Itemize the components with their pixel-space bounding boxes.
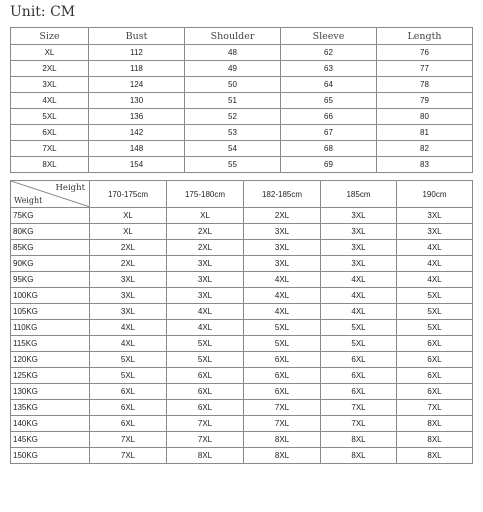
table-row xyxy=(11,61,473,77)
size-cell: 2XL xyxy=(90,240,167,256)
size-cell: 3XL xyxy=(90,288,167,304)
table-cell: 67 xyxy=(281,125,377,141)
size-cell: 6XL xyxy=(244,352,321,368)
table-row xyxy=(11,224,473,240)
table-row xyxy=(11,125,473,141)
size-cell: 3XL xyxy=(244,256,321,272)
table-cell: 54 xyxy=(185,141,281,157)
size-cell: 8XL xyxy=(321,448,397,464)
size-cell: 6XL xyxy=(321,368,397,384)
size-cell: 5XL xyxy=(90,352,167,368)
table-cell: 65 xyxy=(281,93,377,109)
size-cell: 3XL xyxy=(244,224,321,240)
size-cell: 5XL xyxy=(397,320,473,336)
size-cell: 2XL xyxy=(167,240,244,256)
size-cell: 5XL xyxy=(90,368,167,384)
size-cell: 6XL xyxy=(397,368,473,384)
weight-cell: 130KG xyxy=(11,384,90,400)
table-row xyxy=(11,288,473,304)
size-cell: 6XL xyxy=(321,352,397,368)
size-cell: 2XL xyxy=(244,208,321,224)
size-cell: 3XL xyxy=(321,256,397,272)
table-cell: 69 xyxy=(281,157,377,173)
size-cell: 4XL xyxy=(397,240,473,256)
size-cell: 4XL xyxy=(397,272,473,288)
size-cell: 3XL xyxy=(397,208,473,224)
size-cell: 7XL xyxy=(244,400,321,416)
table-cell: 136 xyxy=(89,109,185,125)
size-cell: 4XL xyxy=(244,304,321,320)
size-cell: 7XL xyxy=(321,400,397,416)
size-cell: 8XL xyxy=(167,448,244,464)
table-row xyxy=(11,240,473,256)
unit-label: Unit: CM xyxy=(10,4,76,20)
size-cell: 3XL xyxy=(167,288,244,304)
size-cell: 8XL xyxy=(397,432,473,448)
size-cell: XL xyxy=(90,224,167,240)
height-column-header: 175-180cm xyxy=(167,181,244,208)
size-cell: 5XL xyxy=(397,288,473,304)
table-row xyxy=(11,93,473,109)
table-cell: 66 xyxy=(281,109,377,125)
table-cell: 48 xyxy=(185,45,281,61)
size-cell: 4XL xyxy=(321,288,397,304)
weight-cell: 90KG xyxy=(11,256,90,272)
table-cell: XL xyxy=(11,45,89,61)
size-measurement-table xyxy=(10,27,473,173)
size-cell: XL xyxy=(90,208,167,224)
size-cell: 4XL xyxy=(167,320,244,336)
size-cell: 4XL xyxy=(321,272,397,288)
size-cell: 3XL xyxy=(167,256,244,272)
table-row xyxy=(11,416,473,432)
size-table-header: Length xyxy=(377,28,473,45)
size-cell: 3XL xyxy=(321,224,397,240)
table-cell: 8XL xyxy=(11,157,89,173)
table-cell: 3XL xyxy=(11,77,89,93)
height-column-header: 170-175cm xyxy=(90,181,167,208)
size-table-header-row xyxy=(11,28,473,45)
size-cell: 7XL xyxy=(167,432,244,448)
table-cell: 5XL xyxy=(11,109,89,125)
size-table-header: Bust xyxy=(89,28,185,45)
size-cell: 5XL xyxy=(244,336,321,352)
table-row xyxy=(11,256,473,272)
size-cell: 4XL xyxy=(90,320,167,336)
height-column-header: 185cm xyxy=(321,181,397,208)
size-cell: 7XL xyxy=(397,400,473,416)
size-cell: 5XL xyxy=(244,320,321,336)
table-cell: 112 xyxy=(89,45,185,61)
table-cell: 64 xyxy=(281,77,377,93)
size-cell: 6XL xyxy=(244,368,321,384)
size-table-header: Shoulder xyxy=(185,28,281,45)
corner-height-label: Height xyxy=(55,183,85,193)
table-cell: 49 xyxy=(185,61,281,77)
size-cell: 2XL xyxy=(90,256,167,272)
size-cell: 3XL xyxy=(244,240,321,256)
height-column-header: 182-185cm xyxy=(244,181,321,208)
size-cell: 3XL xyxy=(90,272,167,288)
table-cell: 124 xyxy=(89,77,185,93)
size-cell: 6XL xyxy=(397,336,473,352)
table-row xyxy=(11,157,473,173)
size-cell: 7XL xyxy=(244,416,321,432)
table-row xyxy=(11,448,473,464)
table-row xyxy=(11,109,473,125)
weight-cell: 105KG xyxy=(11,304,90,320)
size-cell: 8XL xyxy=(397,448,473,464)
size-cell: 5XL xyxy=(167,352,244,368)
weight-cell: 140KG xyxy=(11,416,90,432)
size-cell: 5XL xyxy=(167,336,244,352)
size-cell: 3XL xyxy=(397,224,473,240)
table-cell: 62 xyxy=(281,45,377,61)
table-cell: 52 xyxy=(185,109,281,125)
table-row xyxy=(11,77,473,93)
size-cell: 6XL xyxy=(90,416,167,432)
size-cell: 3XL xyxy=(167,272,244,288)
table-row xyxy=(11,352,473,368)
weight-cell: 95KG xyxy=(11,272,90,288)
size-cell: 3XL xyxy=(321,240,397,256)
table-row xyxy=(11,384,473,400)
table-cell: 80 xyxy=(377,109,473,125)
height-column-header: 190cm xyxy=(397,181,473,208)
table-row xyxy=(11,320,473,336)
table-row xyxy=(11,272,473,288)
size-recommendation-table xyxy=(10,180,473,464)
table-row xyxy=(11,208,473,224)
table-row xyxy=(11,304,473,320)
size-cell: 4XL xyxy=(397,256,473,272)
size-cell: 4XL xyxy=(321,304,397,320)
size-table-header: Sleeve xyxy=(281,28,377,45)
size-cell: 6XL xyxy=(321,384,397,400)
table-cell: 81 xyxy=(377,125,473,141)
table-cell: 2XL xyxy=(11,61,89,77)
table-cell: 130 xyxy=(89,93,185,109)
table-cell: 7XL xyxy=(11,141,89,157)
size-cell: 8XL xyxy=(244,448,321,464)
size-cell: 7XL xyxy=(321,416,397,432)
table-cell: 53 xyxy=(185,125,281,141)
weight-cell: 100KG xyxy=(11,288,90,304)
size-cell: 2XL xyxy=(167,224,244,240)
corner-weight-label: Weight xyxy=(14,196,43,205)
table-row xyxy=(11,141,473,157)
table-cell: 148 xyxy=(89,141,185,157)
weight-cell: 80KG xyxy=(11,224,90,240)
table-cell: 118 xyxy=(89,61,185,77)
size-cell: XL xyxy=(167,208,244,224)
size-cell: 3XL xyxy=(90,304,167,320)
table-cell: 55 xyxy=(185,157,281,173)
size-cell: 6XL xyxy=(167,384,244,400)
table-row xyxy=(11,336,473,352)
table-cell: 50 xyxy=(185,77,281,93)
size-cell: 6XL xyxy=(167,368,244,384)
size-cell: 6XL xyxy=(397,352,473,368)
table-cell: 82 xyxy=(377,141,473,157)
table-cell: 78 xyxy=(377,77,473,93)
size-cell: 6XL xyxy=(90,384,167,400)
size-table-header: Size xyxy=(11,28,89,45)
table-row xyxy=(11,368,473,384)
size-cell: 4XL xyxy=(90,336,167,352)
weight-cell: 85KG xyxy=(11,240,90,256)
size-cell: 5XL xyxy=(397,304,473,320)
size-cell: 8XL xyxy=(321,432,397,448)
size-cell: 4XL xyxy=(244,272,321,288)
table-cell: 154 xyxy=(89,157,185,173)
table-cell: 63 xyxy=(281,61,377,77)
size-cell: 7XL xyxy=(90,432,167,448)
table-cell: 77 xyxy=(377,61,473,77)
table-row xyxy=(11,400,473,416)
weight-cell: 125KG xyxy=(11,368,90,384)
table-cell: 51 xyxy=(185,93,281,109)
weight-cell: 120KG xyxy=(11,352,90,368)
weight-cell: 145KG xyxy=(11,432,90,448)
size-cell: 6XL xyxy=(167,400,244,416)
size-cell: 6XL xyxy=(397,384,473,400)
table-cell: 79 xyxy=(377,93,473,109)
weight-cell: 110KG xyxy=(11,320,90,336)
size-cell: 6XL xyxy=(244,384,321,400)
size-cell: 6XL xyxy=(90,400,167,416)
weight-cell: 150KG xyxy=(11,448,90,464)
size-cell: 8XL xyxy=(244,432,321,448)
weight-cell: 75KG xyxy=(11,208,90,224)
table-cell: 142 xyxy=(89,125,185,141)
table-cell: 6XL xyxy=(11,125,89,141)
table-cell: 4XL xyxy=(11,93,89,109)
size-cell: 4XL xyxy=(244,288,321,304)
table-row xyxy=(11,432,473,448)
size-cell: 7XL xyxy=(90,448,167,464)
size-cell: 5XL xyxy=(321,320,397,336)
size-cell: 7XL xyxy=(167,416,244,432)
size-cell: 8XL xyxy=(397,416,473,432)
weight-cell: 115KG xyxy=(11,336,90,352)
table-cell: 76 xyxy=(377,45,473,61)
weight-cell: 135KG xyxy=(11,400,90,416)
table-cell: 68 xyxy=(281,141,377,157)
table-cell: 83 xyxy=(377,157,473,173)
size-cell: 4XL xyxy=(167,304,244,320)
size-cell: 3XL xyxy=(321,208,397,224)
fit-table-header-row xyxy=(11,181,473,208)
table-row xyxy=(11,45,473,61)
size-cell: 5XL xyxy=(321,336,397,352)
height-weight-corner-cell xyxy=(11,181,90,208)
